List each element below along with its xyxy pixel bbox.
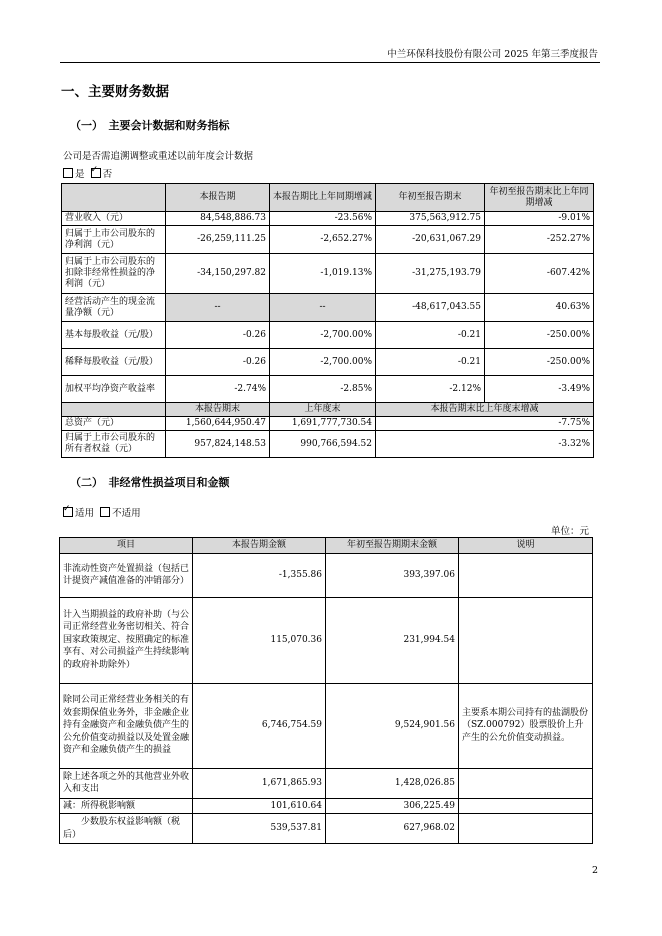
table-row bbox=[60, 683, 593, 768]
col-header: 年初至报告期期末金额 bbox=[326, 538, 459, 554]
option-applicable-label: 适用 bbox=[75, 508, 95, 519]
cell: -2,700.00% bbox=[270, 322, 376, 349]
cell: 1,671,865.93 bbox=[193, 768, 326, 798]
table-header-row-2 bbox=[62, 403, 594, 417]
cell: 1,691,777,730.54 bbox=[270, 417, 376, 431]
cell: -2,652.27% bbox=[270, 226, 376, 254]
cell: -252.27% bbox=[485, 226, 594, 254]
col-header: 说明 bbox=[459, 538, 593, 554]
cell: 306,225.49 bbox=[326, 798, 459, 814]
table-row bbox=[60, 768, 593, 798]
cell-note bbox=[459, 768, 593, 798]
row-label: 除上述各项之外的其他营业外收入和支出 bbox=[60, 768, 193, 798]
cell: 9,524,901.56 bbox=[326, 683, 459, 768]
cell: 231,994.54 bbox=[326, 597, 459, 683]
cell: -0.26 bbox=[166, 322, 270, 349]
row-label: 归属于上市公司股东的所有者权益（元） bbox=[62, 431, 166, 458]
table-row bbox=[62, 294, 594, 322]
cell: 375,563,912.75 bbox=[376, 212, 485, 226]
table-row bbox=[62, 349, 594, 376]
table-row bbox=[62, 226, 594, 254]
cell: -1,355.86 bbox=[193, 553, 326, 597]
cell: 393,397.06 bbox=[326, 553, 459, 597]
table-row bbox=[60, 814, 593, 844]
subsection-title-2: （二） 非经常性损益项目和金额 bbox=[70, 476, 230, 489]
cell: 990,766,594.52 bbox=[270, 431, 376, 458]
unit-label: 单位：元 bbox=[550, 526, 589, 537]
cell: 627,968.02 bbox=[326, 814, 459, 844]
col-header: 上年度末 bbox=[270, 403, 376, 417]
cell: 101,610.64 bbox=[193, 798, 326, 814]
row-label: 计入当期损益的政府补助（与公司正常经营业务密切相关、符合国家政策规定、按照确定的标准享有、对公司损益产生持续影响的政府补助除外） bbox=[60, 597, 193, 683]
table-row bbox=[62, 322, 594, 349]
cell: -0.26 bbox=[166, 349, 270, 376]
cell: 84,548,886.73 bbox=[166, 212, 270, 226]
cell: -607.42% bbox=[485, 254, 594, 294]
cell: -3.49% bbox=[485, 376, 594, 403]
col-header: 本报告期金额 bbox=[193, 538, 326, 554]
row-label: 除同公司正常经营业务相关的有效套期保值业务外，非金融企业持有金融资产和金融负债产生的公允价值变动损益以及处置金融资产和金融负债产生的损益 bbox=[60, 683, 193, 768]
row-label: 营业收入（元） bbox=[62, 212, 166, 226]
header-divider bbox=[60, 62, 600, 63]
cell: -9.01% bbox=[485, 212, 594, 226]
restatement-question: 公司是否需追溯调整或重述以前年度会计数据 bbox=[63, 151, 254, 162]
cell: -3.32% bbox=[376, 431, 594, 458]
col-header: 年初至报告期末 bbox=[376, 184, 485, 212]
header-blank bbox=[62, 403, 166, 417]
cell: 1,560,644,950.47 bbox=[166, 417, 270, 431]
checkbox-not-applicable[interactable] bbox=[100, 507, 110, 517]
col-header: 本报告期末比上年度末增减 bbox=[376, 403, 594, 417]
non-recurring-items-table bbox=[59, 537, 593, 844]
col-header: 本报告期比上年同期增减 bbox=[270, 184, 376, 212]
col-header: 本报告期 bbox=[166, 184, 270, 212]
header-blank bbox=[62, 184, 166, 212]
cell: 539,537.81 bbox=[193, 814, 326, 844]
col-header: 项目 bbox=[60, 538, 193, 554]
cell-note bbox=[459, 798, 593, 814]
table-row bbox=[62, 254, 594, 294]
row-label: 减：所得税影响额 bbox=[60, 798, 193, 814]
row-label: 加权平均净资产收益率 bbox=[62, 376, 166, 403]
subsection-title-1: （一） 主要会计数据和财务指标 bbox=[70, 119, 230, 132]
cell: -250.00% bbox=[485, 322, 594, 349]
cell: -2.85% bbox=[270, 376, 376, 403]
financial-data-table bbox=[61, 183, 594, 458]
cell: -1,019.13% bbox=[270, 254, 376, 294]
cell-note bbox=[459, 553, 593, 597]
page-header: 中兰环保科技股份有限公司 2025 年第三季度报告 bbox=[387, 49, 598, 60]
cell: -- bbox=[270, 294, 376, 322]
cell: -34,150,297.82 bbox=[166, 254, 270, 294]
cell: -2,700.00% bbox=[270, 349, 376, 376]
row-label: 稀释每股收益（元/股） bbox=[62, 349, 166, 376]
row-label: 经营活动产生的现金流量净额（元） bbox=[62, 294, 166, 322]
checkbox-applicable[interactable] bbox=[63, 507, 73, 517]
table-row bbox=[60, 597, 593, 683]
cell-note bbox=[459, 814, 593, 844]
cell: 115,070.36 bbox=[193, 597, 326, 683]
option-no-label: 否 bbox=[102, 169, 113, 180]
table-row bbox=[60, 798, 593, 814]
cell: -20,631,067.29 bbox=[376, 226, 485, 254]
cell: 1,428,026.85 bbox=[326, 768, 459, 798]
cell: -0.21 bbox=[376, 322, 485, 349]
checkbox-no[interactable] bbox=[91, 168, 101, 178]
row-label: 少数股东权益影响额（税后） bbox=[60, 814, 193, 844]
cell: -- bbox=[166, 294, 270, 322]
page-number: 2 bbox=[591, 865, 598, 876]
cell: 40.63% bbox=[485, 294, 594, 322]
cell-note bbox=[459, 597, 593, 683]
cell: -23.56% bbox=[270, 212, 376, 226]
cell: -26,259,111.25 bbox=[166, 226, 270, 254]
table-row bbox=[60, 553, 593, 597]
row-label: 归属于上市公司股东的扣除非经常性损益的净利润（元） bbox=[62, 254, 166, 294]
table-row bbox=[62, 417, 594, 431]
table-row bbox=[62, 431, 594, 458]
table-header-row bbox=[60, 538, 593, 554]
row-label: 非流动性资产处置损益（包括已计提资产减值准备的冲销部分） bbox=[60, 553, 193, 597]
cell: -2.12% bbox=[376, 376, 485, 403]
option-not-applicable-label: 不适用 bbox=[112, 508, 141, 519]
checkbox-yes[interactable] bbox=[63, 168, 73, 178]
cell: -0.21 bbox=[376, 349, 485, 376]
restatement-options bbox=[63, 166, 112, 180]
col-header: 本报告期末 bbox=[166, 403, 270, 417]
table-header-row bbox=[62, 184, 594, 212]
cell: -7.75% bbox=[376, 417, 594, 431]
option-yes-label: 是 bbox=[75, 169, 85, 180]
applicability-options bbox=[63, 505, 141, 519]
cell: 6,746,754.59 bbox=[193, 683, 326, 768]
cell: -2.74% bbox=[166, 376, 270, 403]
row-label: 基本每股收益（元/股） bbox=[62, 322, 166, 349]
row-label: 总资产（元） bbox=[62, 417, 166, 431]
cell: -48,617,043.55 bbox=[376, 294, 485, 322]
table-row bbox=[62, 212, 594, 226]
section-title: 一、主要财务数据 bbox=[61, 84, 169, 100]
cell: 957,824,148.53 bbox=[166, 431, 270, 458]
table-row bbox=[62, 376, 594, 403]
row-label: 归属于上市公司股东的净利润（元） bbox=[62, 226, 166, 254]
cell-note: 主要系本期公司持有的盐湖股份（SZ.000792）股票股价上升产生的公允价值变动损益。 bbox=[459, 683, 593, 768]
col-header: 年初至报告期末比上年同期增减 bbox=[485, 184, 594, 212]
cell: -250.00% bbox=[485, 349, 594, 376]
cell: -31,275,193.79 bbox=[376, 254, 485, 294]
